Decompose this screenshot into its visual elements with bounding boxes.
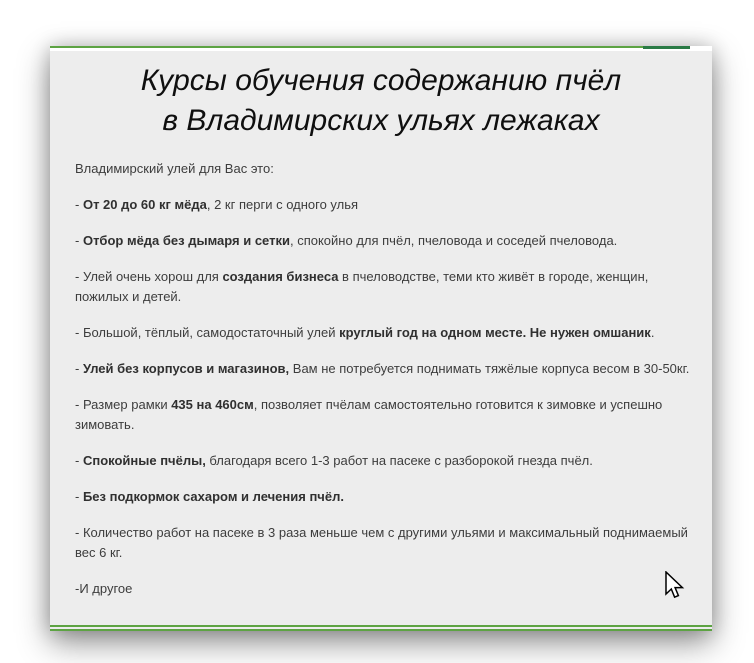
item-text-bold: создания бизнеса [222, 269, 339, 284]
item-text-post: в пчеловодстве, теми кто живёт в городе, женщин, пожилых и детей. [75, 269, 649, 304]
item-text-pre: - [75, 489, 83, 504]
top-accent-line [50, 46, 690, 48]
item-text-pre: - Количество работ на пасеке в 3 раза меньше чем с другими ульями и максимальный поднимаемый вес 6 кг. [75, 525, 688, 560]
item-text-pre: - Улей очень хорош для [75, 269, 223, 284]
benefit-item [75, 323, 696, 343]
intro-paragraph [75, 159, 696, 179]
page-title [58, 61, 704, 141]
title-line-1: Курсы обучения содержанию пчёл [140, 64, 622, 97]
benefit-item [75, 195, 696, 215]
outro-paragraph [75, 579, 696, 599]
top-accent-dark-segment [643, 46, 690, 49]
benefit-item [75, 487, 696, 507]
item-text-post: , позволяет пчёлам самостоятельно готовится к зимовке и успешно зимовать. [75, 397, 663, 432]
article-body [50, 159, 712, 625]
item-text-pre: - Большой, тёплый, самодостаточный улей [75, 325, 340, 340]
item-text-pre: - [75, 197, 83, 212]
item-text-bold: Улей без корпусов и магазинов, [82, 361, 290, 376]
item-text-post: Вам не потребуется поднимать тяжёлые корпуса весом в 30-50кг. [289, 361, 690, 376]
item-text-bold: Отбор мёда без дымаря и сетки [82, 233, 290, 248]
benefit-item [75, 523, 696, 563]
item-text-pre: - Размер рамки [75, 397, 172, 412]
item-text-post: , спокойно для пчёл, пчеловода и соседей пчеловода. [289, 233, 618, 248]
item-text-bold: 435 на 460см [171, 397, 254, 412]
item-text-post: благодаря всего 1-3 работ на пасеке с разборокой гнезда пчёл. [205, 453, 593, 468]
item-text-post: . [650, 325, 655, 340]
title-line-2: в Владимирских ульях лежаках [162, 104, 600, 137]
item-text-bold: От 20 до 60 кг мёда [82, 197, 207, 212]
item-text-bold: круглый год на одном месте. Не нужен омшаник [339, 325, 651, 340]
benefit-item [75, 359, 696, 379]
item-text-bold: Спокойные пчёлы, [82, 453, 206, 468]
item-text-pre: -И другое [75, 581, 133, 596]
benefit-item [75, 231, 696, 251]
item-text-post: , 2 кг перги с одного улья [206, 197, 359, 212]
benefit-item [75, 451, 696, 471]
benefit-item [75, 267, 696, 307]
item-text-pre: - [75, 233, 83, 248]
benefit-item [75, 395, 696, 435]
top-accent-strip [50, 46, 712, 51]
article-card [50, 46, 712, 631]
item-text-bold: Без подкормок сахаром и лечения пчёл. [82, 489, 344, 504]
item-text-pre: - [75, 361, 83, 376]
item-text-pre: - [75, 453, 83, 468]
intro-text: Владимирский улей для Вас это: [75, 161, 274, 176]
